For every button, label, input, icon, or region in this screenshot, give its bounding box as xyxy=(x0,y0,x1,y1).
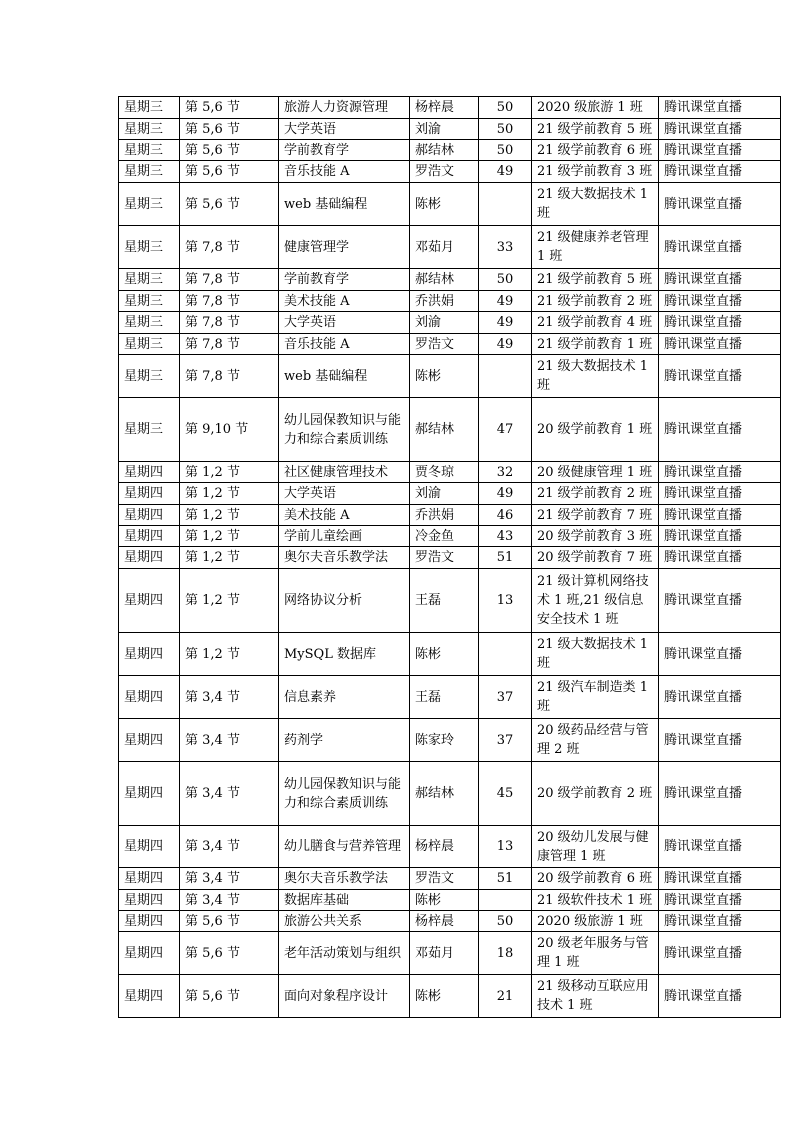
course-cell: 幼儿园保教知识与能力和综合素质训练 xyxy=(279,762,410,826)
table-row xyxy=(119,119,781,140)
method-cell: 腾讯课堂直播 xyxy=(659,890,781,911)
day-cell: 星期四 xyxy=(119,932,180,975)
course-cell: 大学英语 xyxy=(279,483,410,505)
period-cell: 第 3,4 节 xyxy=(180,868,279,890)
table-row xyxy=(119,291,781,312)
period-cell: 第 1,2 节 xyxy=(180,526,279,547)
method-cell: 腾讯课堂直播 xyxy=(659,140,781,161)
teacher-cell: 刘渝 xyxy=(410,119,479,140)
class-cell: 20 级老年服务与管理 1 班 xyxy=(532,932,659,975)
table-row xyxy=(119,826,781,868)
course-cell: 学前教育学 xyxy=(279,140,410,161)
course-cell: 面向对象程序设计 xyxy=(279,975,410,1018)
period-cell: 第 5,6 节 xyxy=(180,911,279,932)
day-cell: 星期四 xyxy=(119,569,180,633)
teacher-cell: 郝结林 xyxy=(410,398,479,462)
period-cell: 第 7,8 节 xyxy=(180,226,279,269)
method-cell: 腾讯课堂直播 xyxy=(659,269,781,291)
course-cell: 网络协议分析 xyxy=(279,569,410,633)
course-cell: web 基础编程 xyxy=(279,355,410,398)
course-cell: 奥尔夫音乐教学法 xyxy=(279,868,410,890)
teacher-cell: 陈彬 xyxy=(410,975,479,1018)
class-cell: 21 级大数据技术 1 班 xyxy=(532,355,659,398)
count-cell: 13 xyxy=(479,569,532,633)
method-cell: 腾讯课堂直播 xyxy=(659,226,781,269)
course-cell: 奥尔夫音乐教学法 xyxy=(279,547,410,569)
table-row xyxy=(119,890,781,911)
table-row xyxy=(119,226,781,269)
table-row xyxy=(119,868,781,890)
course-cell: 健康管理学 xyxy=(279,226,410,269)
teacher-cell: 杨梓晨 xyxy=(410,97,479,119)
count-cell: 37 xyxy=(479,719,532,762)
count-cell: 49 xyxy=(479,334,532,355)
table-row xyxy=(119,269,781,291)
course-cell: 大学英语 xyxy=(279,119,410,140)
day-cell: 星期三 xyxy=(119,119,180,140)
day-cell: 星期三 xyxy=(119,355,180,398)
method-cell: 腾讯课堂直播 xyxy=(659,291,781,312)
day-cell: 星期四 xyxy=(119,505,180,526)
class-cell: 21 级学前教育 3 班 xyxy=(532,161,659,183)
method-cell: 腾讯课堂直播 xyxy=(659,161,781,183)
class-cell: 21 级计算机网络技术 1 班,21 级信息安全技术 1 班 xyxy=(532,569,659,633)
table-row xyxy=(119,719,781,762)
count-cell xyxy=(479,890,532,911)
count-cell: 45 xyxy=(479,762,532,826)
teacher-cell: 杨梓晨 xyxy=(410,911,479,932)
count-cell: 47 xyxy=(479,398,532,462)
teacher-cell: 郝结林 xyxy=(410,140,479,161)
teacher-cell: 罗浩文 xyxy=(410,868,479,890)
day-cell: 星期四 xyxy=(119,826,180,868)
period-cell: 第 1,2 节 xyxy=(180,547,279,569)
count-cell: 46 xyxy=(479,505,532,526)
schedule-table xyxy=(118,96,781,1018)
table-row xyxy=(119,334,781,355)
method-cell: 腾讯课堂直播 xyxy=(659,676,781,719)
table-row xyxy=(119,526,781,547)
teacher-cell: 王磊 xyxy=(410,676,479,719)
method-cell: 腾讯课堂直播 xyxy=(659,483,781,505)
period-cell: 第 1,2 节 xyxy=(180,483,279,505)
class-cell: 21 级学前教育 7 班 xyxy=(532,505,659,526)
period-cell: 第 1,2 节 xyxy=(180,569,279,633)
period-cell: 第 5,6 节 xyxy=(180,161,279,183)
table-row xyxy=(119,676,781,719)
period-cell: 第 5,6 节 xyxy=(180,97,279,119)
period-cell: 第 7,8 节 xyxy=(180,269,279,291)
count-cell: 50 xyxy=(479,911,532,932)
class-cell: 2020 级旅游 1 班 xyxy=(532,97,659,119)
course-cell: 美术技能 A xyxy=(279,291,410,312)
course-cell: 旅游公共关系 xyxy=(279,911,410,932)
course-cell: 学前儿童绘画 xyxy=(279,526,410,547)
day-cell: 星期四 xyxy=(119,890,180,911)
course-cell: 美术技能 A xyxy=(279,505,410,526)
class-cell: 20 级健康管理 1 班 xyxy=(532,462,659,483)
teacher-cell: 王磊 xyxy=(410,569,479,633)
class-cell: 2020 级旅游 1 班 xyxy=(532,911,659,932)
count-cell: 51 xyxy=(479,868,532,890)
table-row xyxy=(119,762,781,826)
table-row xyxy=(119,633,781,676)
day-cell: 星期三 xyxy=(119,183,180,226)
method-cell: 腾讯课堂直播 xyxy=(659,526,781,547)
teacher-cell: 郝结林 xyxy=(410,269,479,291)
class-cell: 20 级学前教育 2 班 xyxy=(532,762,659,826)
teacher-cell: 罗浩文 xyxy=(410,334,479,355)
count-cell: 50 xyxy=(479,97,532,119)
method-cell: 腾讯课堂直播 xyxy=(659,119,781,140)
teacher-cell: 陈家玲 xyxy=(410,719,479,762)
class-cell: 21 级大数据技术 1 班 xyxy=(532,633,659,676)
day-cell: 星期四 xyxy=(119,868,180,890)
method-cell: 腾讯课堂直播 xyxy=(659,97,781,119)
table-row xyxy=(119,462,781,483)
teacher-cell: 乔洪娟 xyxy=(410,505,479,526)
class-cell: 21 级学前教育 1 班 xyxy=(532,334,659,355)
method-cell: 腾讯课堂直播 xyxy=(659,398,781,462)
table-row xyxy=(119,312,781,334)
method-cell: 腾讯课堂直播 xyxy=(659,547,781,569)
period-cell: 第 3,4 节 xyxy=(180,676,279,719)
class-cell: 21 级学前教育 6 班 xyxy=(532,140,659,161)
class-cell: 21 级移动互联应用技术 1 班 xyxy=(532,975,659,1018)
period-cell: 第 1,2 节 xyxy=(180,633,279,676)
count-cell: 49 xyxy=(479,483,532,505)
day-cell: 星期三 xyxy=(119,398,180,462)
class-cell: 21 级大数据技术 1 班 xyxy=(532,183,659,226)
class-cell: 20 级幼儿发展与健康管理 1 班 xyxy=(532,826,659,868)
table-row xyxy=(119,183,781,226)
count-cell: 49 xyxy=(479,161,532,183)
table-row xyxy=(119,355,781,398)
course-cell: 音乐技能 A xyxy=(279,334,410,355)
period-cell: 第 3,4 节 xyxy=(180,826,279,868)
period-cell: 第 3,4 节 xyxy=(180,762,279,826)
period-cell: 第 7,8 节 xyxy=(180,312,279,334)
course-cell: 幼儿膳食与营养管理 xyxy=(279,826,410,868)
day-cell: 星期四 xyxy=(119,676,180,719)
period-cell: 第 7,8 节 xyxy=(180,334,279,355)
table-row xyxy=(119,911,781,932)
method-cell: 腾讯课堂直播 xyxy=(659,569,781,633)
class-cell: 21 级学前教育 5 班 xyxy=(532,119,659,140)
teacher-cell: 罗浩文 xyxy=(410,161,479,183)
period-cell: 第 5,6 节 xyxy=(180,975,279,1018)
day-cell: 星期四 xyxy=(119,762,180,826)
teacher-cell: 冷金鱼 xyxy=(410,526,479,547)
method-cell: 腾讯课堂直播 xyxy=(659,462,781,483)
day-cell: 星期四 xyxy=(119,462,180,483)
class-cell: 20 级学前教育 3 班 xyxy=(532,526,659,547)
teacher-cell: 乔洪娟 xyxy=(410,291,479,312)
day-cell: 星期四 xyxy=(119,483,180,505)
table-row xyxy=(119,140,781,161)
method-cell: 腾讯课堂直播 xyxy=(659,312,781,334)
period-cell: 第 5,6 节 xyxy=(180,140,279,161)
count-cell: 49 xyxy=(479,291,532,312)
day-cell: 星期四 xyxy=(119,547,180,569)
day-cell: 星期三 xyxy=(119,291,180,312)
method-cell: 腾讯课堂直播 xyxy=(659,826,781,868)
teacher-cell: 邓茹月 xyxy=(410,226,479,269)
class-cell: 21 级健康养老管理 1 班 xyxy=(532,226,659,269)
course-cell: MySQL 数据库 xyxy=(279,633,410,676)
teacher-cell: 陈彬 xyxy=(410,183,479,226)
class-cell: 21 级学前教育 2 班 xyxy=(532,483,659,505)
table-row xyxy=(119,398,781,462)
course-cell: 社区健康管理技术 xyxy=(279,462,410,483)
count-cell: 13 xyxy=(479,826,532,868)
day-cell: 星期三 xyxy=(119,140,180,161)
class-cell: 20 级药品经营与管理 2 班 xyxy=(532,719,659,762)
count-cell: 50 xyxy=(479,119,532,140)
count-cell: 32 xyxy=(479,462,532,483)
class-cell: 20 级学前教育 1 班 xyxy=(532,398,659,462)
method-cell: 腾讯课堂直播 xyxy=(659,911,781,932)
count-cell xyxy=(479,355,532,398)
course-cell: 幼儿园保教知识与能力和综合素质训练 xyxy=(279,398,410,462)
table-row xyxy=(119,483,781,505)
period-cell: 第 5,6 节 xyxy=(180,183,279,226)
method-cell: 腾讯课堂直播 xyxy=(659,505,781,526)
course-cell: 音乐技能 A xyxy=(279,161,410,183)
teacher-cell: 陈彬 xyxy=(410,355,479,398)
course-cell: 老年活动策划与组织 xyxy=(279,932,410,975)
day-cell: 星期四 xyxy=(119,911,180,932)
method-cell: 腾讯课堂直播 xyxy=(659,334,781,355)
teacher-cell: 贾冬琼 xyxy=(410,462,479,483)
teacher-cell: 刘渝 xyxy=(410,483,479,505)
period-cell: 第 5,6 节 xyxy=(180,119,279,140)
period-cell: 第 7,8 节 xyxy=(180,355,279,398)
class-cell: 21 级学前教育 5 班 xyxy=(532,269,659,291)
day-cell: 星期三 xyxy=(119,312,180,334)
teacher-cell: 杨梓晨 xyxy=(410,826,479,868)
method-cell: 腾讯课堂直播 xyxy=(659,868,781,890)
day-cell: 星期四 xyxy=(119,975,180,1018)
period-cell: 第 1,2 节 xyxy=(180,462,279,483)
day-cell: 星期三 xyxy=(119,334,180,355)
course-cell: 学前教育学 xyxy=(279,269,410,291)
count-cell xyxy=(479,183,532,226)
day-cell: 星期三 xyxy=(119,269,180,291)
course-cell: 药剂学 xyxy=(279,719,410,762)
course-cell: 信息素养 xyxy=(279,676,410,719)
table-row xyxy=(119,97,781,119)
class-cell: 21 级学前教育 4 班 xyxy=(532,312,659,334)
day-cell: 星期四 xyxy=(119,526,180,547)
count-cell xyxy=(479,633,532,676)
method-cell: 腾讯课堂直播 xyxy=(659,633,781,676)
table-row xyxy=(119,932,781,975)
course-cell: 旅游人力资源管理 xyxy=(279,97,410,119)
count-cell: 43 xyxy=(479,526,532,547)
day-cell: 星期三 xyxy=(119,226,180,269)
schedule-table-body xyxy=(119,97,781,1018)
method-cell: 腾讯课堂直播 xyxy=(659,719,781,762)
table-row xyxy=(119,975,781,1018)
count-cell: 49 xyxy=(479,312,532,334)
table-row xyxy=(119,505,781,526)
day-cell: 星期四 xyxy=(119,719,180,762)
teacher-cell: 郝结林 xyxy=(410,762,479,826)
period-cell: 第 5,6 节 xyxy=(180,932,279,975)
count-cell: 37 xyxy=(479,676,532,719)
table-row xyxy=(119,161,781,183)
course-cell: 数据库基础 xyxy=(279,890,410,911)
day-cell: 星期四 xyxy=(119,633,180,676)
method-cell: 腾讯课堂直播 xyxy=(659,762,781,826)
period-cell: 第 3,4 节 xyxy=(180,890,279,911)
count-cell: 50 xyxy=(479,140,532,161)
period-cell: 第 7,8 节 xyxy=(180,291,279,312)
period-cell: 第 1,2 节 xyxy=(180,505,279,526)
period-cell: 第 9,10 节 xyxy=(180,398,279,462)
teacher-cell: 陈彬 xyxy=(410,890,479,911)
class-cell: 21 级汽车制造类 1 班 xyxy=(532,676,659,719)
period-cell: 第 3,4 节 xyxy=(180,719,279,762)
count-cell: 21 xyxy=(479,975,532,1018)
course-cell: 大学英语 xyxy=(279,312,410,334)
count-cell: 33 xyxy=(479,226,532,269)
class-cell: 21 级软件技术 1 班 xyxy=(532,890,659,911)
method-cell: 腾讯课堂直播 xyxy=(659,183,781,226)
method-cell: 腾讯课堂直播 xyxy=(659,355,781,398)
day-cell: 星期三 xyxy=(119,97,180,119)
class-cell: 20 级学前教育 7 班 xyxy=(532,547,659,569)
count-cell: 18 xyxy=(479,932,532,975)
class-cell: 20 级学前教育 6 班 xyxy=(532,868,659,890)
table-row xyxy=(119,569,781,633)
day-cell: 星期三 xyxy=(119,161,180,183)
teacher-cell: 陈彬 xyxy=(410,633,479,676)
teacher-cell: 罗浩文 xyxy=(410,547,479,569)
teacher-cell: 邓茹月 xyxy=(410,932,479,975)
method-cell: 腾讯课堂直播 xyxy=(659,932,781,975)
course-cell: web 基础编程 xyxy=(279,183,410,226)
method-cell: 腾讯课堂直播 xyxy=(659,975,781,1018)
count-cell: 50 xyxy=(479,269,532,291)
table-row xyxy=(119,547,781,569)
count-cell: 51 xyxy=(479,547,532,569)
teacher-cell: 刘渝 xyxy=(410,312,479,334)
class-cell: 21 级学前教育 2 班 xyxy=(532,291,659,312)
